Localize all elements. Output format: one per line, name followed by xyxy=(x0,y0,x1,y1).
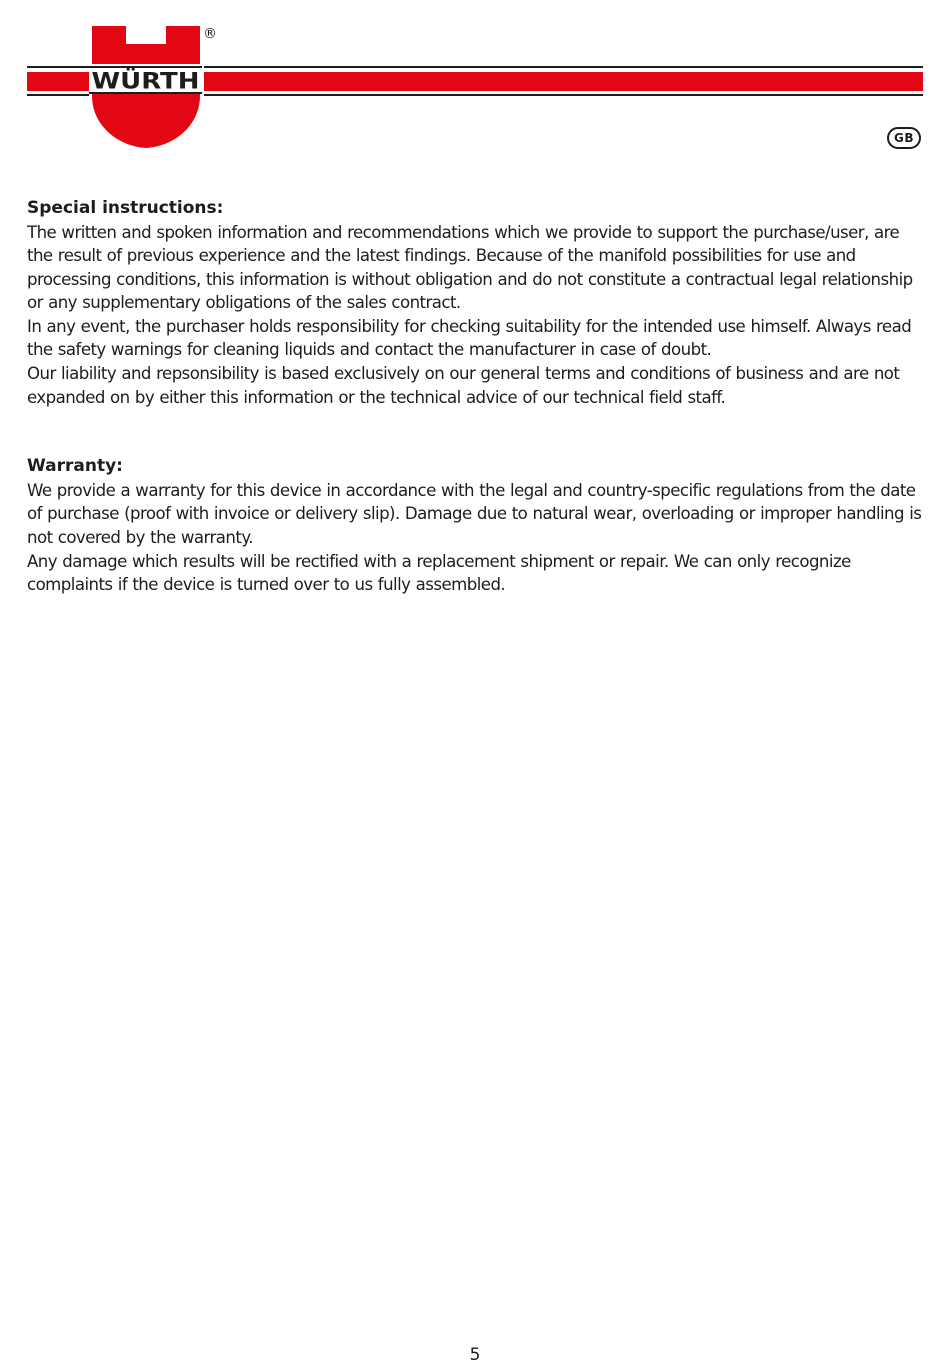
language-badge: GB xyxy=(887,127,921,149)
registered-trademark-mark: ® xyxy=(203,26,217,42)
section-title: Warranty: xyxy=(27,456,123,477)
section-special-instructions xyxy=(27,197,923,409)
section-warranty xyxy=(27,455,923,596)
header-band-left xyxy=(27,66,89,96)
logo-wordmark: WÜRTH xyxy=(91,69,184,95)
section-title: Special instructions: xyxy=(27,198,224,218)
paragraph: We provide a warranty for this device in accordance with the legal and country-specific regulations from the date of purchase (proof with invoice or delivery slip). Damage due to natural wear, overloading or improper handling is not covered by the warranty. xyxy=(27,480,922,547)
paragraph: In any event, the purchaser holds responsibility for checking suitability for the intended use himself. Always read the safety warnings for cleaning liquids and contact the manufacturer in case of doubt. xyxy=(27,316,912,360)
paragraph: The written and spoken information and recommendations which we provide to support the purchase/user, are the result of previous experience and the latest findings. Because of the manifold possibilities for use and processing conditions, this information is without obligation and do not constitute a contractual legal relationship or any supplementary obligations of the sales contract. xyxy=(27,222,913,313)
document-body xyxy=(27,197,923,597)
page-header xyxy=(0,0,950,160)
wurth-logo xyxy=(89,26,217,148)
page-number: 5 xyxy=(469,1345,481,1365)
paragraph: Any damage which results will be rectified with a replacement shipment or repair. We can only recognize complaints if the device is turned over to us fully assembled. xyxy=(27,551,851,595)
header-band-right xyxy=(204,66,923,96)
paragraph: Our liability and repsonsibility is based exclusively on our general terms and conditions of business and are not expanded on by either this information or the technical advice of our technical field staff. xyxy=(27,364,900,407)
brand-header-graphic xyxy=(0,0,950,160)
